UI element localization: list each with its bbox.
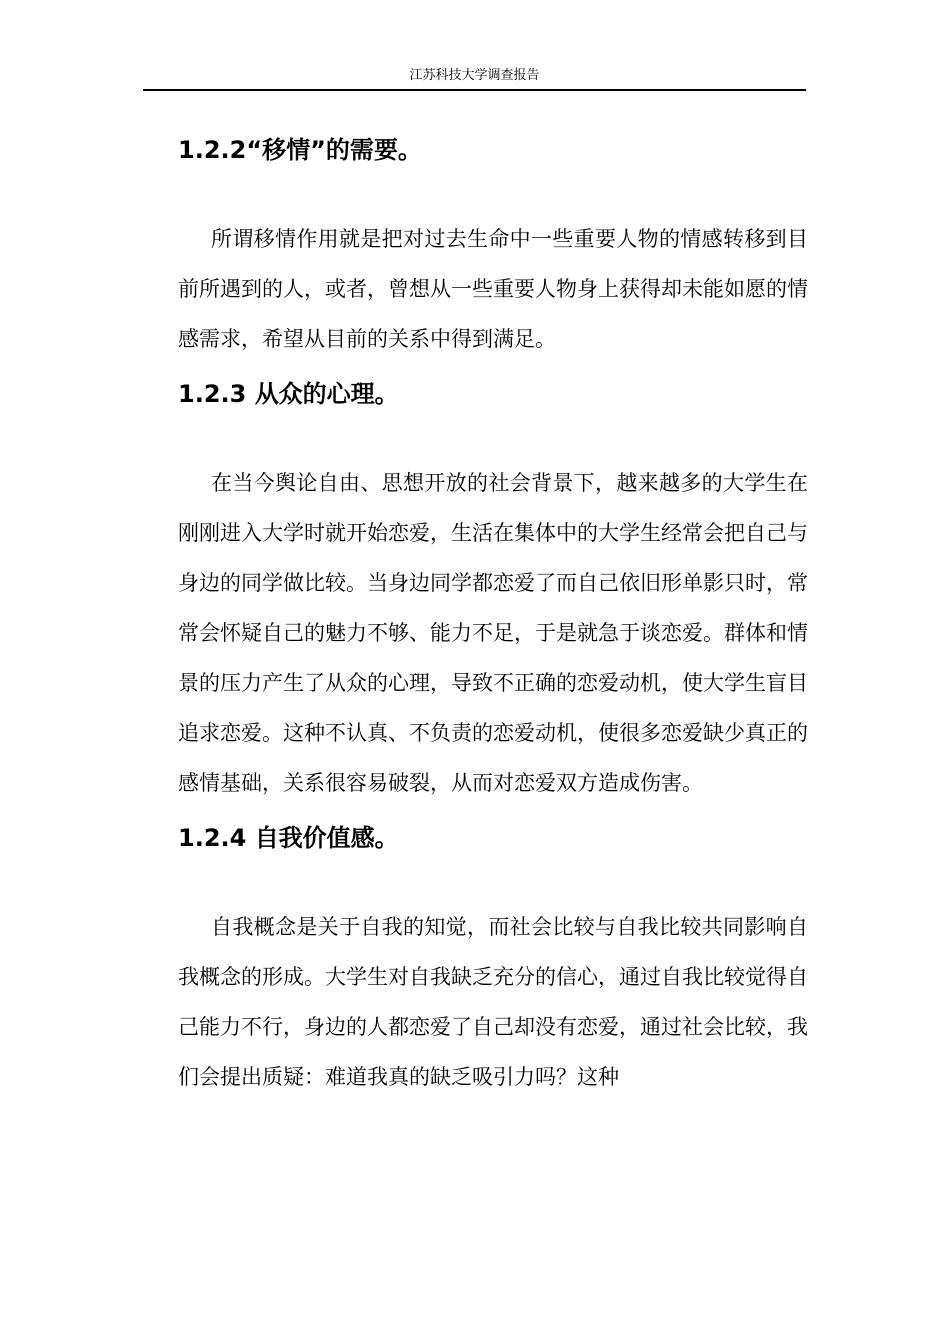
page-header	[143, 68, 806, 91]
section-heading-1-2-4: 1.2.4 自我价值感。	[178, 824, 399, 852]
header-title: 江苏科技大学调查报告	[409, 68, 540, 83]
section-paragraph-1-2-4: 自我概念是关于自我的知觉，而社会比较与自我比较共同影响自我概念的形成。大学生对自我缺乏充分的信心，通过自我比较觉得自己能力不行，身边的人都恋爱了自己却没有恋爱，通过社会比较，我们会提出质疑：难道我真的缺乏吸引力吗？这种	[178, 915, 808, 1089]
document-body	[178, 130, 808, 1102]
section-paragraph-1-2-3: 在当今舆论自由、思想开放的社会背景下，越来越多的大学生在刚刚进入大学时就开始恋爱，生活在集体中的大学生经常会把自己与身边的同学做比较。当身边同学都恋爱了而自己依旧形单影只时，常常会怀疑自己的魅力不够、能力不足，于是就急于谈恋爱。群体和情景的压力产生了从众的心理，导致不正确的恋爱动机，使大学生盲目追求恋爱。这种不认真、不负责的恋爱动机，使很多恋爱缺少真正的感情基础，关系很容易破裂，从而对恋爱双方造成伤害。	[178, 471, 808, 795]
section-heading-1-2-2: 1.2.2“移情”的需要。	[178, 136, 422, 164]
section-paragraph-1-2-2: 所谓移情作用就是把对过去生命中一些重要人物的情感转移到目前所遇到的人，或者，曾想从一些重要人物身上获得却未能如愿的情感需求，希望从目前的关系中得到满足。	[178, 227, 808, 351]
section-heading-1-2-3: 1.2.3 从众的心理。	[178, 380, 399, 408]
